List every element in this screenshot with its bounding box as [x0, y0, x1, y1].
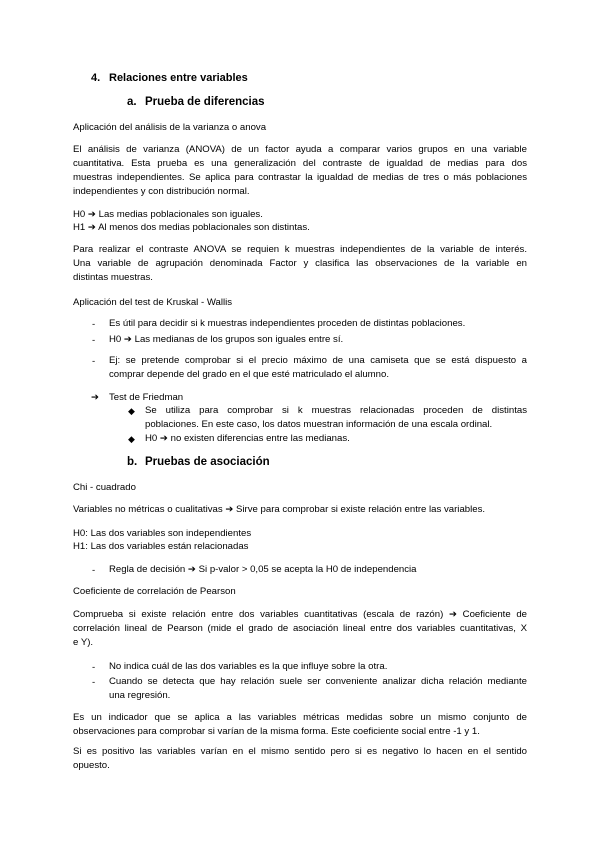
- anova-intro-line: independientes y con distribución normal.: [73, 186, 250, 197]
- anova-intro-paragraph: [73, 143, 527, 199]
- diamond-bullet: ◆: [128, 434, 135, 444]
- pearson-intro-paragraph: [73, 608, 527, 650]
- dash-bullet: -: [92, 356, 96, 367]
- chi-h0: H0: Las dos variables son independientes: [73, 528, 252, 539]
- dash-bullet: -: [92, 335, 96, 346]
- anova-heading: Aplicación del análisis de la varianza o anova: [73, 122, 267, 133]
- section-number: 4.: [91, 72, 101, 84]
- pearson-item-line: Cuando se detecta que hay relación suele ser conveniente analizar dicha relación mediante: [109, 676, 527, 687]
- anova-requirement-paragraph: [73, 243, 527, 285]
- pearson-intro-line: Comprueba si existe relación entre dos variables cuantitativas (escala de razón) ➔ Coeficiente de: [73, 609, 527, 620]
- friedman-item-line: poblaciones. En este caso, los datos muestran información de una escala ordinal.: [145, 419, 493, 430]
- pearson-intro-line: e Y).: [73, 637, 94, 648]
- chi-decision-rule: Regla de decisión ➔ Si p-valor > 0,05 se acepta la H0 de independencia: [109, 564, 417, 575]
- friedman-item-line: Se utiliza para comprobar si k muestras relacionadas proceden de distintas: [145, 405, 527, 416]
- chi-heading: Chi - cuadrado: [73, 482, 136, 493]
- pearson-sign-line: Si es positivo las variables varían en el mismo sentido pero si es negativo lo hacen en el sentido: [73, 746, 527, 757]
- kruskal-item-line: comprar depende del grado en el que esté matriculado el alumno.: [109, 369, 389, 380]
- pearson-indicator-line: observaciones para comprobar si varían de la misma forma. Este coeficiente social entre -1 y 1.: [73, 726, 480, 737]
- friedman-item: H0 ➔ no existen diferencias entre las medianas.: [145, 433, 350, 444]
- dash-bullet: -: [92, 319, 96, 330]
- pearson-sign-paragraph: [73, 745, 527, 773]
- section-title: Relaciones entre variables: [109, 72, 248, 84]
- dash-bullet: -: [92, 565, 96, 576]
- pearson-item: [109, 675, 527, 703]
- chi-description: Variables no métricas o cualitativas ➔ Sirve para comprobar si existe relación entre las variables.: [73, 504, 486, 515]
- anova-intro-line: cuantitativa. Esta prueba es una generalización del contraste de igualdad de medias para dos: [73, 158, 527, 169]
- pearson-item-line: una regresión.: [109, 690, 171, 701]
- anova-h1: H1 ➔ Al menos dos medias poblacionales son distintas.: [73, 222, 310, 233]
- pearson-indicator-paragraph: [73, 711, 527, 739]
- kruskal-item: H0 ➔ Las medianas de los grupos son iguales entre sí.: [109, 334, 344, 345]
- pearson-intro-line: correlación lineal de Pearson (mide el grado de asociación lineal entre dos variables cuantitativas, X: [73, 623, 527, 634]
- friedman-label: Test de Friedman: [109, 392, 184, 403]
- diamond-bullet: ◆: [128, 406, 135, 416]
- kruskal-item: [109, 354, 527, 382]
- kruskal-heading: Aplicación del test de Kruskal - Wallis: [73, 297, 233, 308]
- subsection-b-title: Pruebas de asociación: [145, 456, 270, 468]
- anova-intro-line: El análisis de varianza (ANOVA) de un factor ayuda a comparar varios grupos en una variable: [73, 144, 527, 155]
- anova-h0: H0 ➔ Las medias poblacionales son iguales.: [73, 209, 263, 220]
- subsection-a-title: Prueba de diferencias: [145, 96, 265, 108]
- kruskal-item-line: Ej: se pretende comprobar si el precio máximo de una camiseta que se está dispuesto a: [109, 355, 527, 366]
- friedman-item: [145, 404, 527, 432]
- anova-intro-line: muestras independientes. Se aplica para contrastar la igualdad de medias de tres o más poblaciones: [73, 172, 527, 183]
- subsection-b-letter: b.: [127, 456, 138, 468]
- dash-bullet: -: [92, 662, 96, 673]
- pearson-item: No indica cuál de las dos variables es la que influye sobre la otra.: [109, 661, 388, 672]
- dash-bullet: -: [92, 677, 96, 688]
- chi-h1: H1: Las dos variables están relacionadas: [73, 541, 249, 552]
- anova-requirement-line: Para realizar el contraste ANOVA se requien k muestras independientes de la variable de interés.: [73, 244, 527, 255]
- anova-requirement-line: Una variable de agrupación denominada Factor y clasifica las observaciones de la variable en: [73, 258, 527, 269]
- kruskal-item: Es útil para decidir si k muestras independientes proceden de distintas poblaciones.: [109, 318, 466, 329]
- pearson-heading: Coeficiente de correlación de Pearson: [73, 586, 236, 597]
- arrow-bullet: ➔: [91, 392, 100, 403]
- subsection-a-letter: a.: [127, 96, 137, 108]
- anova-requirement-line: distintas muestras.: [73, 272, 153, 283]
- pearson-indicator-line: Es un indicador que se aplica a las variables métricas medidas sobre un mismo conjunto de: [73, 712, 527, 723]
- pearson-sign-line: opuesto.: [73, 760, 110, 771]
